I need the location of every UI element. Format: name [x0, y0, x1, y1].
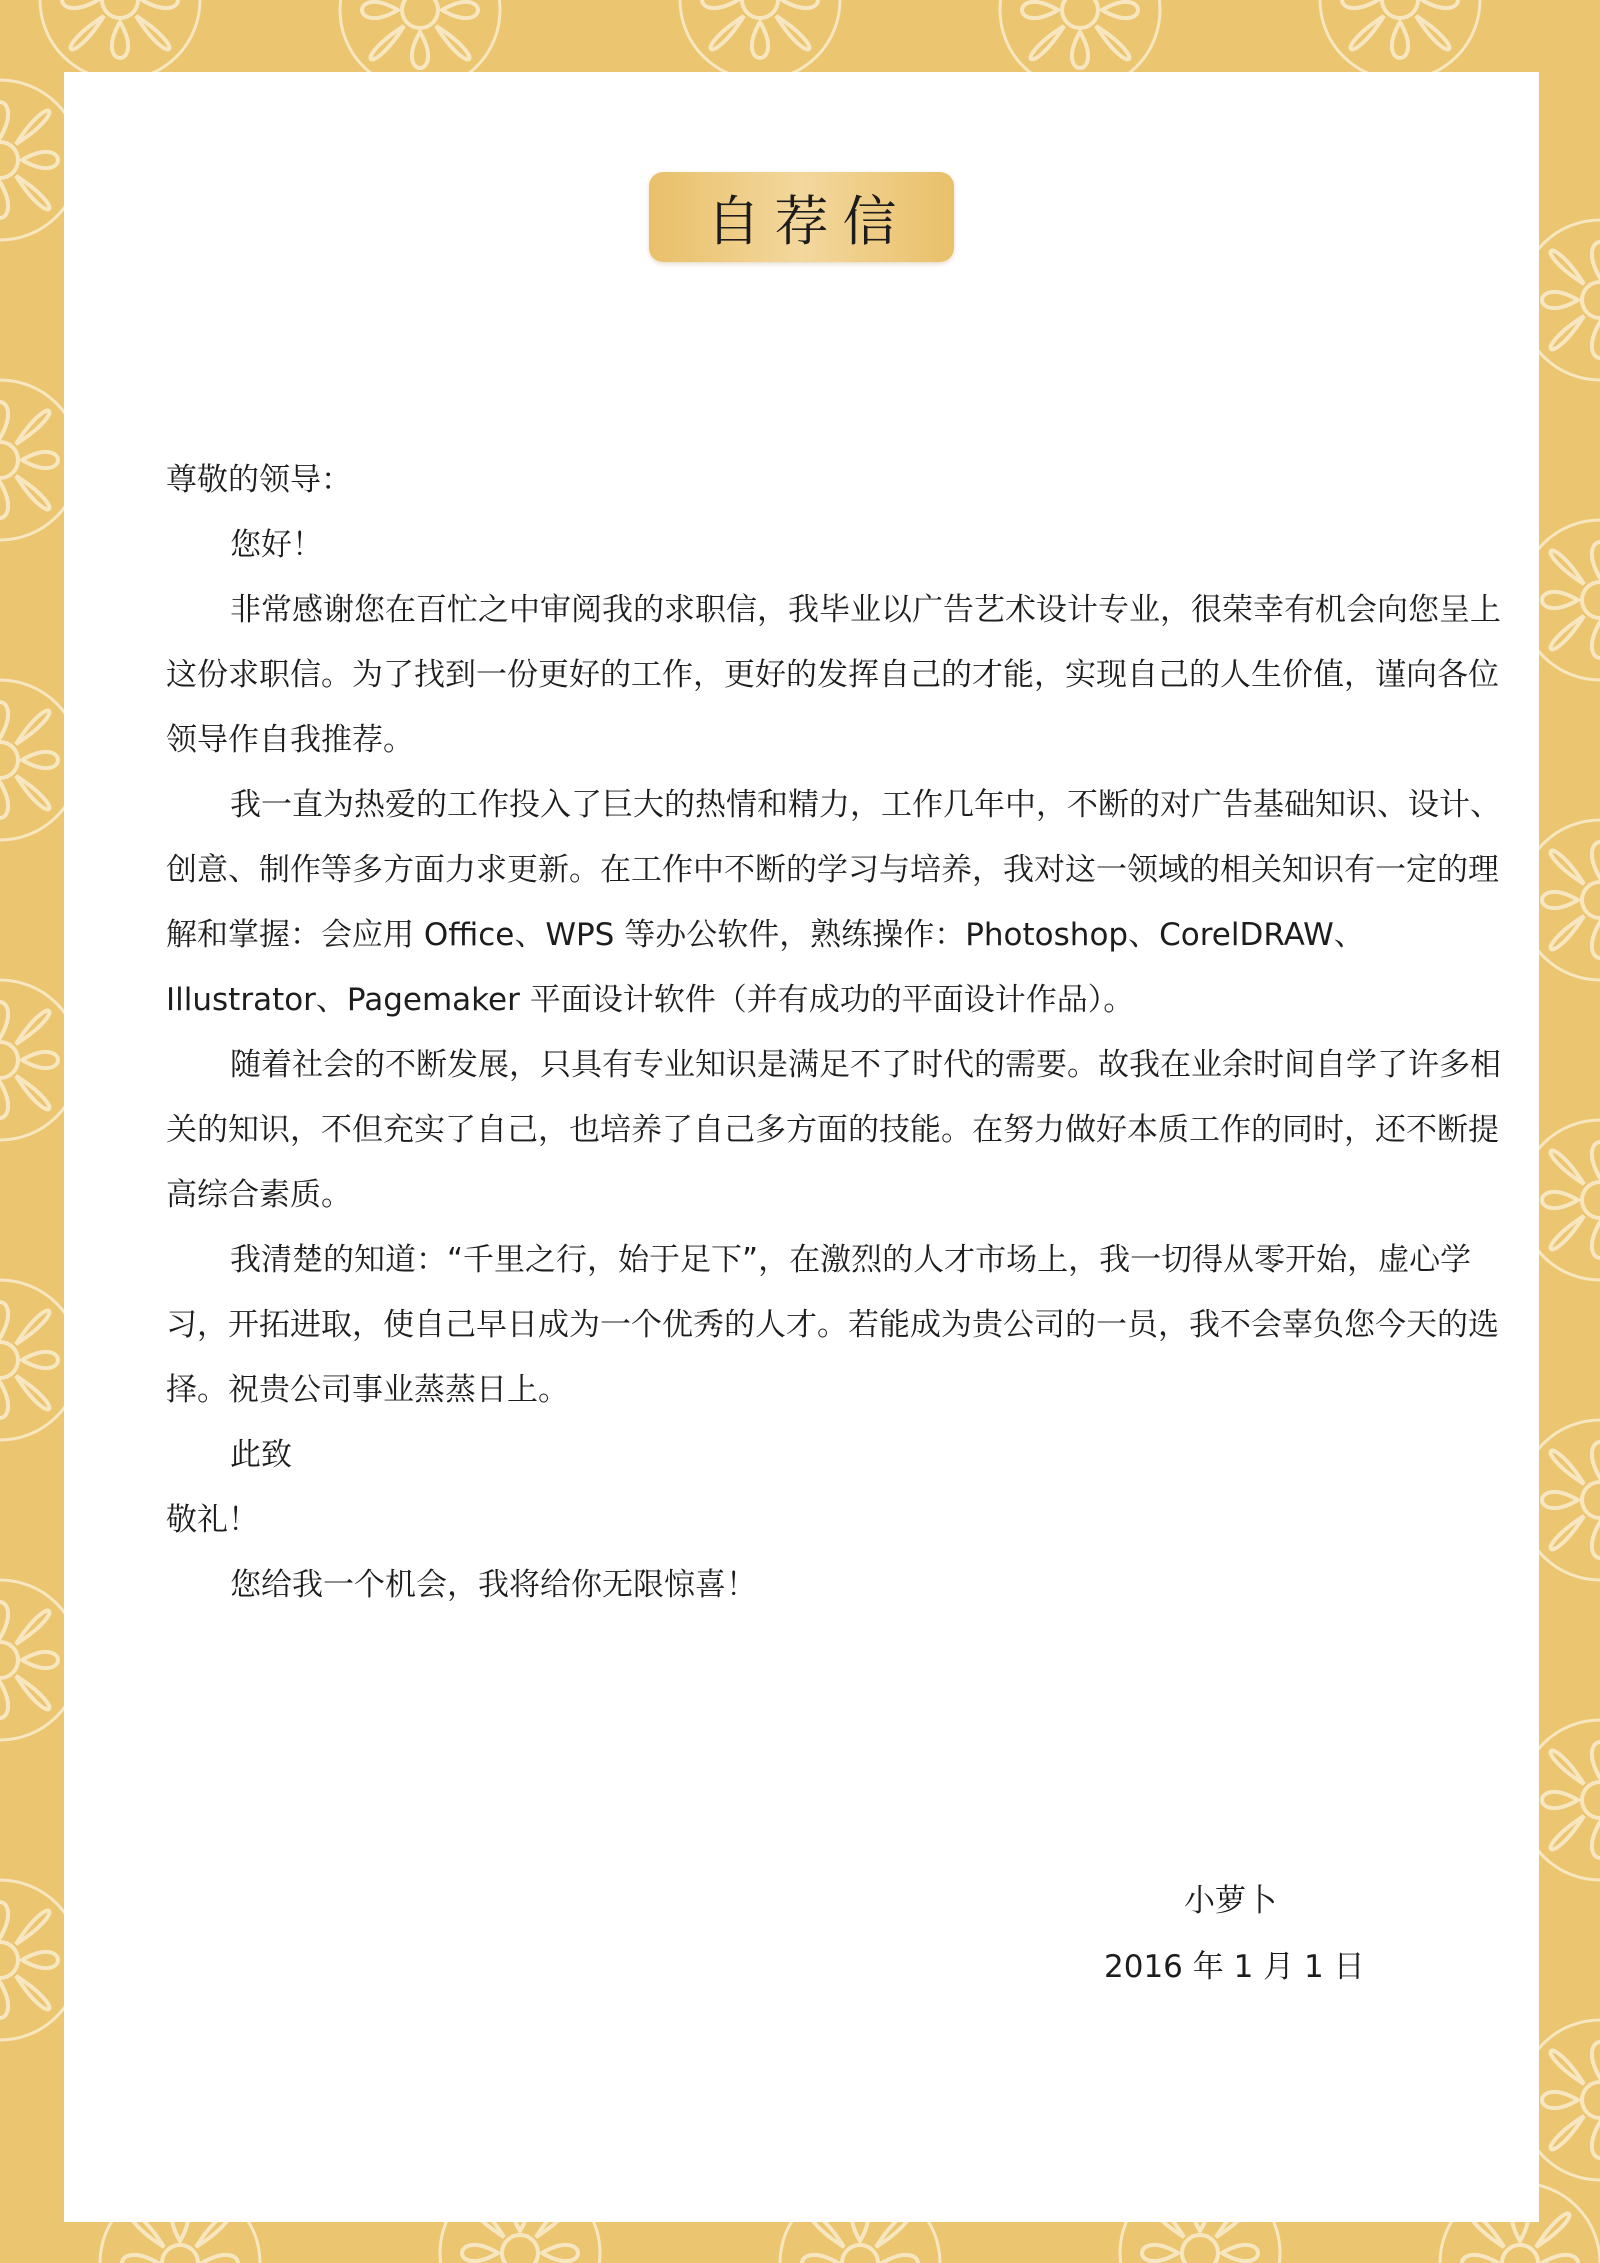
title-badge — [649, 172, 954, 262]
signature-block — [1104, 1868, 1404, 2000]
signature-date: 2016 年 1 月 1 日 — [1104, 1949, 1365, 1985]
letter-body — [166, 448, 1506, 1618]
postscript: 您给我一个机会，我将给你无限惊喜！ — [230, 1567, 757, 1603]
paragraph-2: 我一直为热爱的工作投入了巨大的热情和精力，工作几年中，不断的对广告基础知识、设计、创意、制作等多方面力求更新。在工作中不断的学习与培养，我对这一领域的相关知识有一定的理解和掌握：会应用 Office、WPS 等办公软件，熟练操作：Photoshop、CorelDRAW、Illustrator、Pagemaker 平面设计软件（并有成功的平面设计作品）。 — [166, 787, 1501, 1018]
closing-line: 此致 — [230, 1437, 292, 1473]
paragraph-4: 我清楚的知道：“千里之行，始于足下”，在激烈的人才市场上，我一切得从零开始，虚心学习，开拓进取，使自己早日成为一个优秀的人才。若能成为贵公司的一员，我不会辜负您今天的选择。祝贵公司事业蒸蒸日上。 — [166, 1242, 1499, 1408]
greeting: 您好！ — [230, 527, 323, 563]
letter-paper — [64, 72, 1539, 2222]
salutation: 尊敬的领导： — [166, 462, 352, 498]
paragraph-3: 随着社会的不断发展，只具有专业知识是满足不了时代的需要。故我在业余时间自学了许多相关的知识，不但充实了自己，也培养了自己多方面的技能。在努力做好本质工作的同时，还不断提高综合素质。 — [166, 1047, 1501, 1213]
paragraph-1: 非常感谢您在百忙之中审阅我的求职信，我毕业以广告艺术设计专业，很荣幸有机会向您呈上这份求职信。为了找到一份更好的工作，更好的发挥自己的才能，实现自己的人生价值，谨向各位领导作自我推荐。 — [166, 592, 1501, 758]
closing-salute: 敬礼！ — [166, 1502, 259, 1538]
page-title: 自荐信 — [706, 189, 911, 253]
signature-name: 小萝卜 — [1184, 1883, 1277, 1919]
